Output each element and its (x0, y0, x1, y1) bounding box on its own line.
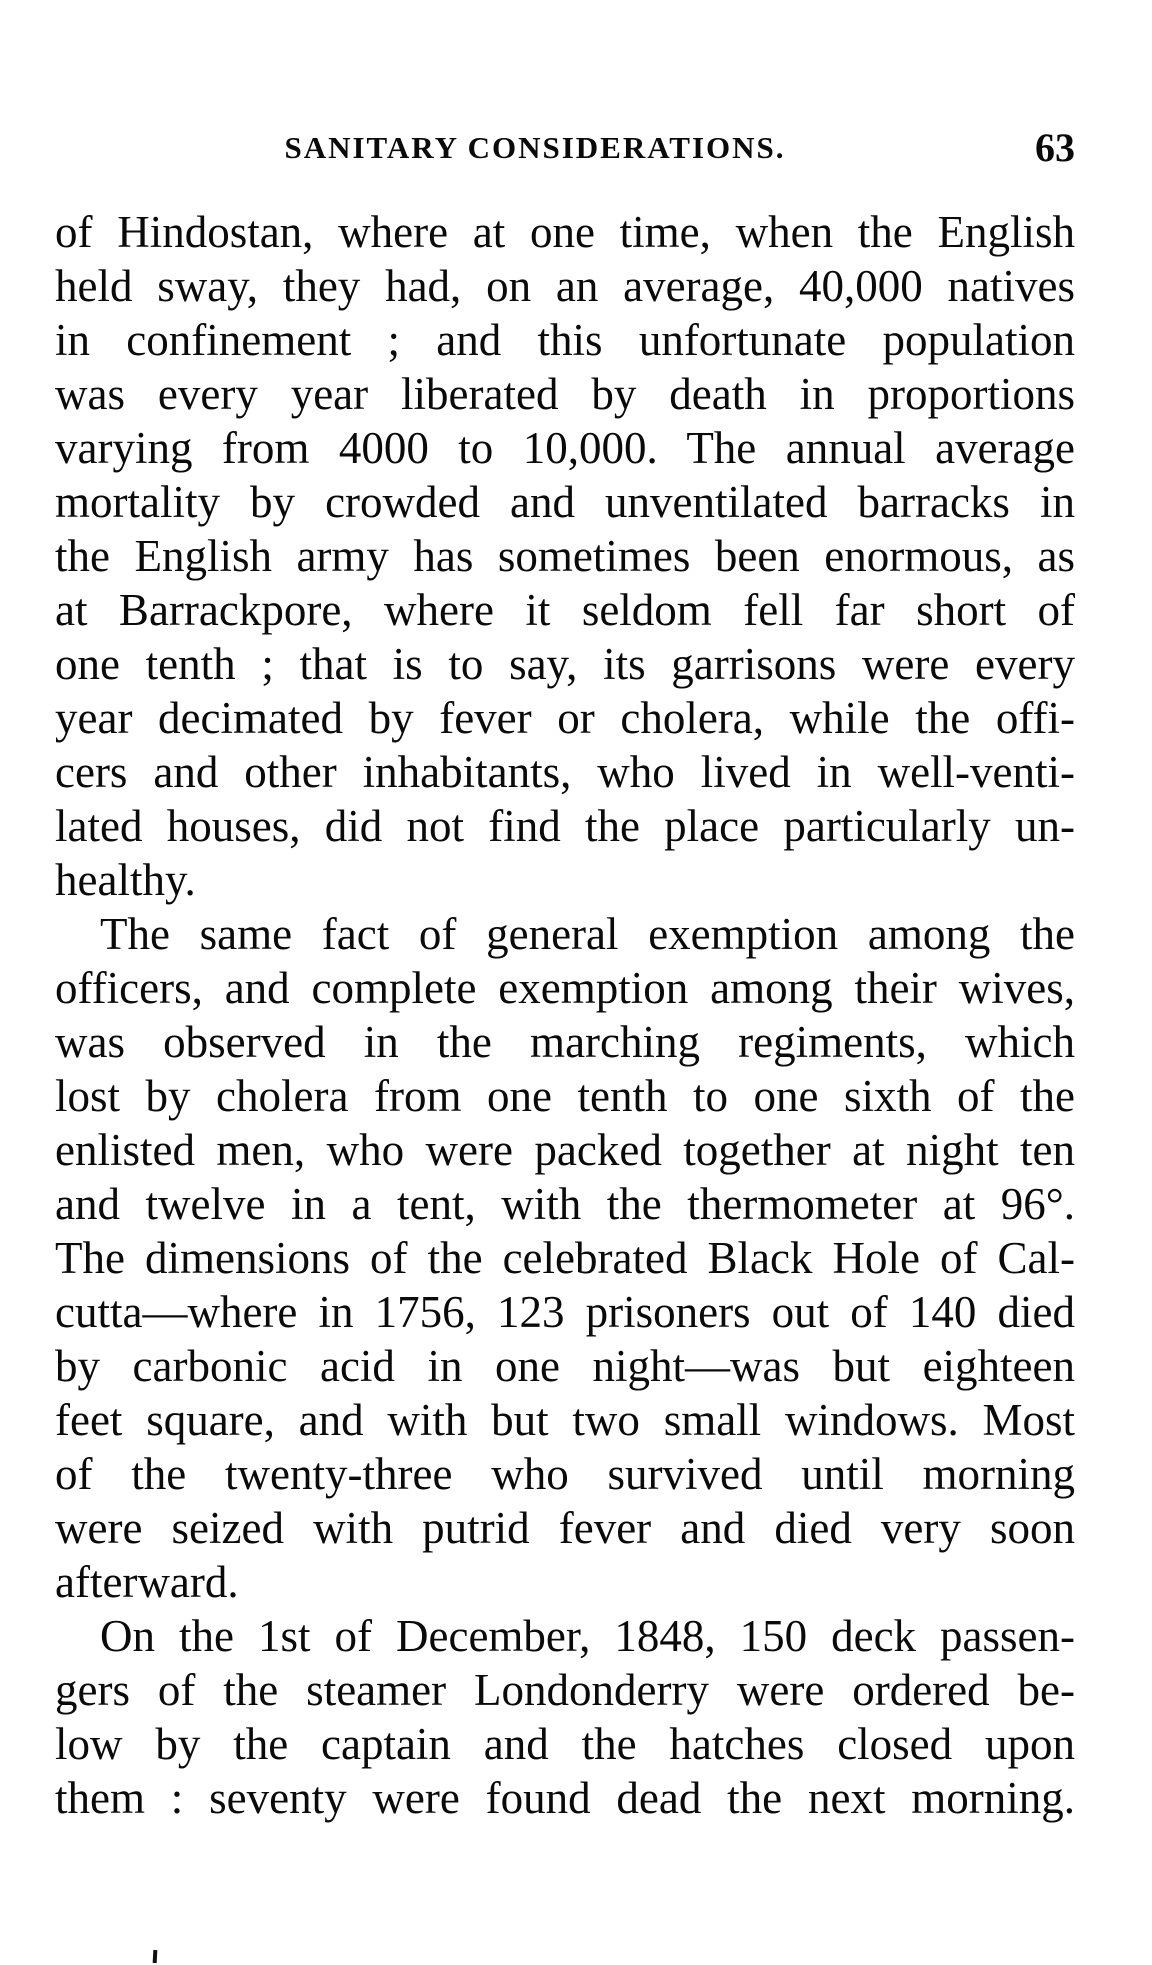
text-line: lost by cholera from one tenth to one sixth of the (55, 1071, 1075, 1121)
text-line: held sway, they had, on an average, 40,000 natives (55, 261, 1075, 311)
text-line: varying from 4000 to 10,000. The annual average (55, 423, 1075, 473)
scan-artifact (153, 1950, 158, 1963)
text-line: On the 1st of December, 1848, 150 deck passen- (100, 1611, 1075, 1661)
text-line: of Hindostan, where at one time, when the English (55, 207, 1075, 257)
text-line: healthy. (55, 855, 196, 905)
text-line: at Barrackpore, where it seldom fell far short of (55, 585, 1075, 635)
text-line: cers and other inhabitants, who lived in well-venti- (55, 747, 1075, 797)
text-line: was observed in the marching regiments, which (55, 1017, 1075, 1067)
text-line: The dimensions of the celebrated Black Hole of Cal- (55, 1233, 1075, 1283)
text-line: by carbonic acid in one night—was but eighteen (55, 1341, 1075, 1391)
text-line: one tenth ; that is to say, its garrisons were every (55, 639, 1075, 689)
text-block (55, 205, 1075, 1825)
running-header (55, 126, 1075, 170)
text-line: lated houses, did not find the place particularly un- (55, 801, 1075, 851)
text-line: were seized with putrid fever and died very soon (55, 1503, 1075, 1553)
text-line: and twelve in a tent, with the thermometer at 96°. (55, 1179, 1075, 1229)
text-line: mortality by crowded and unventilated barracks in (55, 477, 1075, 527)
text-line: in confinement ; and this unfortunate population (55, 315, 1075, 365)
text-line: was every year liberated by death in proportions (55, 369, 1075, 419)
text-line: them : seventy were found dead the next morning. (55, 1773, 1075, 1823)
text-line: low by the captain and the hatches closed upon (55, 1719, 1075, 1769)
text-line: The same fact of general exemption among the (100, 909, 1075, 959)
text-line: gers of the steamer Londonderry were ordered be- (55, 1665, 1075, 1715)
text-line: officers, and complete exemption among their wives, (55, 963, 1075, 1013)
text-line: feet square, and with but two small windows. Most (55, 1395, 1075, 1445)
text-line: of the twenty-three who survived until morning (55, 1449, 1075, 1499)
text-line: afterward. (55, 1557, 239, 1607)
page-number: 63 (1035, 125, 1075, 170)
text-line: year decimated by fever or cholera, while the offi- (55, 693, 1075, 743)
text-line: the English army has sometimes been enormous, as (55, 531, 1075, 581)
text-line: cutta—where in 1756, 123 prisoners out of 140 died (55, 1287, 1075, 1337)
text-line: enlisted men, who were packed together at night ten (55, 1125, 1075, 1175)
running-header-title: SANITARY CONSIDERATIONS. (284, 130, 786, 165)
